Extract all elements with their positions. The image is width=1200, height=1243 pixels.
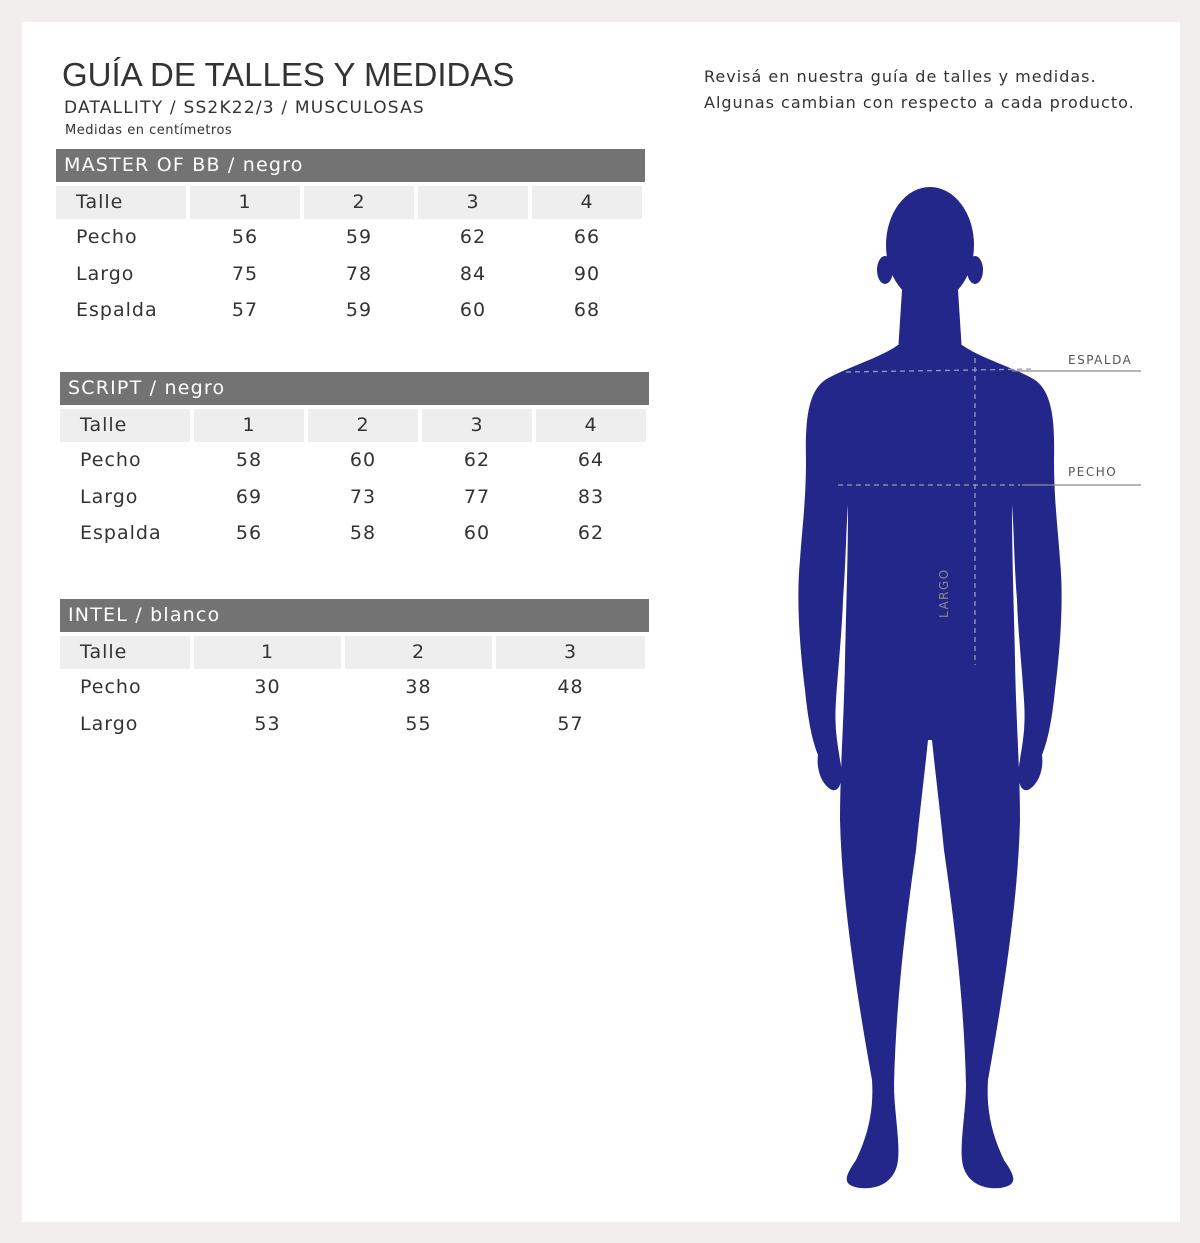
table-title: INTEL / blanco xyxy=(60,599,649,632)
cell-value: 83 xyxy=(577,485,605,508)
row-label: Pecho xyxy=(76,226,138,248)
cell-value: 57 xyxy=(557,712,584,735)
size-header: 1 xyxy=(194,636,341,669)
size-header: 3 xyxy=(496,636,645,669)
table-header-label: Talle xyxy=(60,636,190,669)
row-label: Pecho xyxy=(80,449,142,471)
table-header-label: Talle xyxy=(56,186,186,219)
size-header: 3 xyxy=(418,186,528,219)
cell-value: 62 xyxy=(463,449,491,471)
pecho-label: PECHO xyxy=(1068,465,1118,479)
cell-value: 62 xyxy=(577,522,605,544)
cell-value: 68 xyxy=(573,299,601,321)
cell-value: 56 xyxy=(231,226,259,248)
cell-value: 62 xyxy=(459,226,487,248)
silhouette-shape xyxy=(798,187,1061,1188)
cell-value: 84 xyxy=(459,262,487,285)
cell-value: 56 xyxy=(235,522,263,544)
cell-value: 90 xyxy=(573,262,601,285)
cell-value: 59 xyxy=(345,226,373,248)
size-header: 1 xyxy=(194,409,304,442)
info-note-line-1: Revisá en nuestra guía de talles y medidas. xyxy=(704,67,1097,86)
size-header: 4 xyxy=(536,409,646,442)
cell-value: 58 xyxy=(235,449,263,471)
page-title: GUÍA DE TALLES Y MEDIDAS xyxy=(62,56,515,93)
size-header: 1 xyxy=(190,186,300,219)
cell-value: 48 xyxy=(557,676,584,698)
size-header: 2 xyxy=(345,636,492,669)
size-header: 2 xyxy=(304,186,414,219)
cell-value: 53 xyxy=(254,712,281,735)
cell-value: 60 xyxy=(459,299,487,321)
cell-value: 66 xyxy=(573,226,601,248)
size-header: 3 xyxy=(422,409,532,442)
table-title: SCRIPT / negro xyxy=(60,372,649,405)
table-header-label: Talle xyxy=(60,409,190,442)
cell-value: 60 xyxy=(349,449,377,471)
row-label: Espalda xyxy=(76,299,158,321)
cell-value: 69 xyxy=(235,485,263,508)
cell-value: 57 xyxy=(231,299,259,321)
row-label: Espalda xyxy=(80,522,162,544)
cell-value: 75 xyxy=(231,262,259,285)
size-header: 2 xyxy=(308,409,418,442)
row-label: Largo xyxy=(76,262,135,285)
cell-value: 55 xyxy=(405,712,432,735)
row-label: Largo xyxy=(80,712,139,735)
row-label: Largo xyxy=(80,485,139,508)
row-label: Pecho xyxy=(80,676,142,698)
table-title: MASTER OF BB / negro xyxy=(56,149,645,182)
cell-value: 73 xyxy=(349,485,377,508)
cell-value: 30 xyxy=(254,676,281,698)
cell-value: 60 xyxy=(463,522,491,544)
cell-value: 64 xyxy=(577,449,605,471)
cell-value: 38 xyxy=(405,676,432,698)
cell-value: 59 xyxy=(345,299,373,321)
product-subtitle: DATALLITY / SS2K22/3 / MUSCULOSAS xyxy=(64,98,425,118)
espalda-label: ESPALDA xyxy=(1068,353,1133,367)
cell-value: 58 xyxy=(349,522,377,544)
size-header: 4 xyxy=(532,186,642,219)
largo-label: LARGO xyxy=(937,568,951,618)
info-note-line-2: Algunas cambian con respecto a cada producto. xyxy=(704,93,1135,112)
cell-value: 78 xyxy=(345,262,373,285)
units-note: Medidas en centímetros xyxy=(65,123,233,138)
cell-value: 77 xyxy=(463,485,491,508)
